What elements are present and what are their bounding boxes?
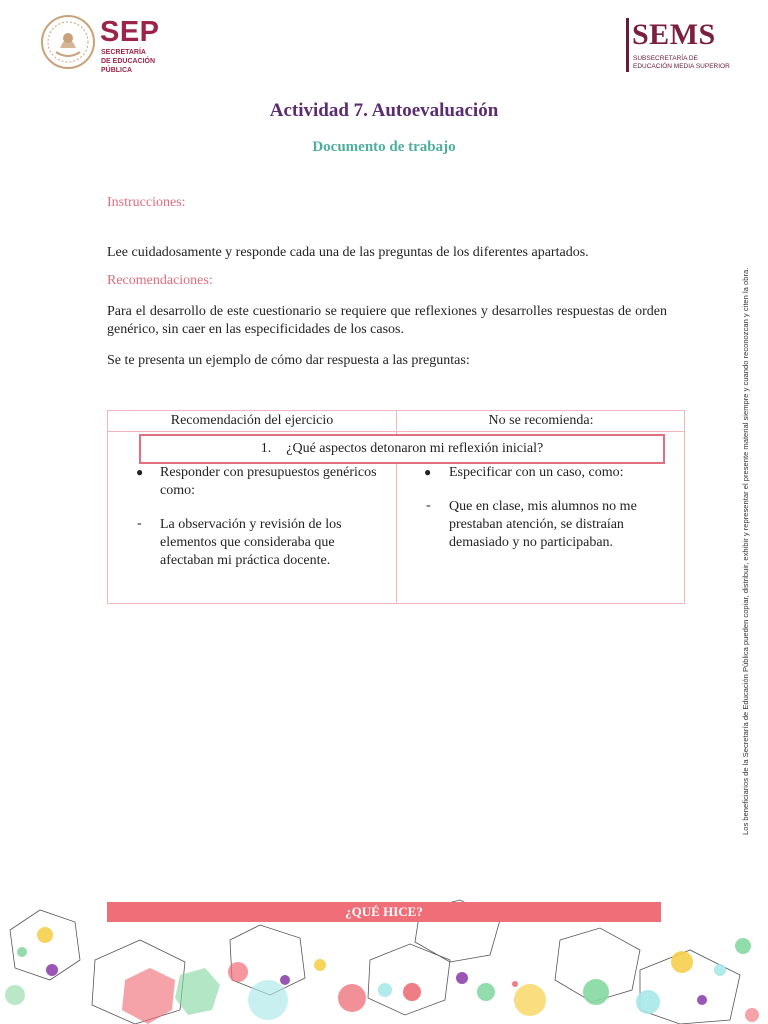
dash-icon: - [137,516,142,531]
sems-logo-bar [626,18,629,72]
recommendations-text: Para el desarrollo de este cuestionario se requiere que reflexiones y desarrolles respuestas de orden genérico, sin caer en las especificidades de los casos. [107,304,667,337]
sems-logo [626,18,746,78]
table-header-recommended: Recomendación del ejercicio [170,413,334,428]
document-subtitle: Documento de trabajo [312,139,456,155]
table-header-not-recommended: No se recomienda: [488,413,594,428]
instructions-label: Instrucciones: [107,195,186,210]
table-header-divider [108,431,684,432]
example-intro: Se te presenta un ejemplo de cómo dar respuesta a las preguntas: [107,353,470,368]
sep-logo [40,14,170,76]
sep-subtitle: SECRETARÍA DE EDUCACIÓN PÚBLICA [101,49,156,74]
question-text: ¿Qué aspectos detonaron mi reflexión inicial? [286,441,544,456]
bullet-icon: ● [424,465,432,479]
recommendations-label: Recomendaciones: [107,273,213,288]
bullet-icon: ● [136,465,144,479]
left-example-text: La observación y revisión de los elementos que consideraba que afectaban mi práctica docente. [160,517,342,568]
sems-subtitle: SUBSECRETARÍA DE EDUCACIÓN MEDIA SUPERIOR [633,55,730,70]
right-example-text: Que en clase, mis alumnos no me prestaban atención, se distraían demasiado y no participaban. [449,499,637,550]
sems-wordmark: SEMS [632,18,716,51]
sep-wordmark: SEP [100,16,160,48]
document-title: Actividad 7. Autoevaluación [269,100,499,121]
right-bullet-text: Especificar con un caso, como: [449,465,624,480]
license-notice: Los beneficiarios de la Secretaría de Educación Pública pueden copiar, distribuir, exhibir y representar el presente material siempre y cuando reconozcan y citen la obra. [741,267,750,835]
left-bullet-text: Responder con presupuestos genéricos como: [160,465,377,498]
question-box [139,434,665,464]
question-number: 1. [260,441,272,456]
mexican-coat-of-arms-icon [40,14,96,70]
section-banner-que-hice: ¿QUÉ HICE? [107,902,661,922]
instructions-text: Lee cuidadosamente y responde cada una de las preguntas de los diferentes apartados. [107,245,589,260]
dash-icon: - [426,498,431,513]
